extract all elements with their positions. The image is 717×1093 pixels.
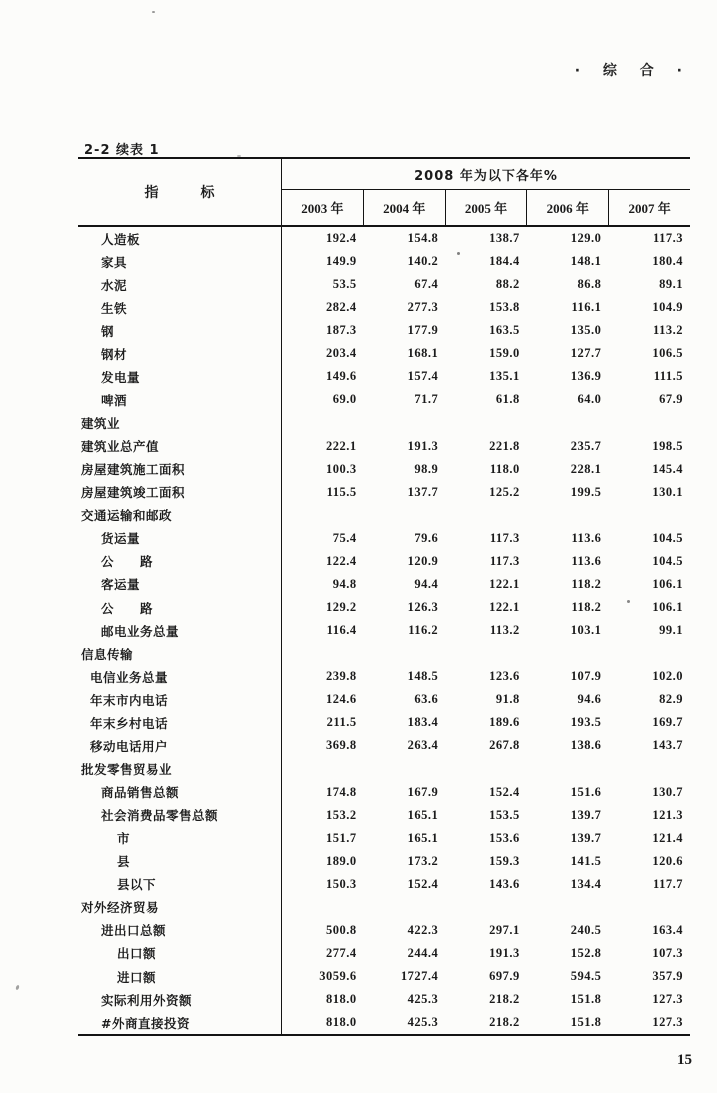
- value-cell: [364, 757, 446, 780]
- value-cell: 153.6: [489, 830, 520, 845]
- row-label: 县以下: [78, 873, 282, 896]
- row-label: 邮电业务总量: [78, 619, 282, 642]
- value-cell: 594.5: [570, 969, 602, 984]
- value-cell: 163.5: [489, 323, 520, 338]
- value-cell: 127.3: [652, 992, 683, 1007]
- row-label: 钢: [78, 319, 282, 342]
- value-cell: 191.3: [489, 945, 520, 960]
- value-cell: 152.4: [407, 876, 439, 891]
- value-cell: 818.0: [325, 1015, 357, 1030]
- value-cell: 103.1: [570, 623, 602, 638]
- row-label: 货运量: [78, 527, 282, 550]
- value-cell: 282.4: [325, 300, 357, 315]
- row-label: 信息传输: [78, 642, 282, 665]
- row-label: 公 路: [78, 596, 282, 619]
- value-cell: 184.4: [489, 254, 520, 269]
- value-cell: 111.5: [653, 369, 683, 384]
- value-cell: 127.3: [652, 1015, 683, 1030]
- year-column-header: 2007 年: [608, 190, 690, 225]
- value-cell: 187.3: [325, 323, 357, 338]
- value-cell: 118.2: [571, 576, 602, 591]
- row-label: 啤酒: [78, 388, 282, 411]
- row-label: 房屋建筑施工面积: [78, 458, 282, 481]
- value-cell: 218.2: [489, 992, 520, 1007]
- table-row: [78, 734, 690, 757]
- value-cell: 98.9: [414, 461, 439, 476]
- table-row: [78, 804, 690, 827]
- value-cell: 113.6: [571, 530, 602, 545]
- value-cell: 357.9: [652, 969, 683, 984]
- value-cell: 117.3: [489, 530, 520, 545]
- value-cell: 120.6: [652, 853, 683, 868]
- value-cell: 277.4: [325, 945, 357, 960]
- value-cell: 61.8: [495, 392, 520, 407]
- row-label: 家具: [78, 250, 282, 273]
- year-column-header: 2004 年: [363, 190, 445, 225]
- value-cell: 151.8: [570, 992, 602, 1007]
- data-columns-header: [282, 159, 690, 225]
- value-cell: 117.3: [489, 553, 520, 568]
- value-cell: 121.4: [652, 830, 683, 845]
- row-label: 人造板: [78, 227, 282, 250]
- value-cell: 169.7: [652, 715, 683, 730]
- value-cell: 53.5: [332, 277, 357, 292]
- row-label: 钢材: [78, 342, 282, 365]
- table-row: [78, 250, 690, 273]
- table-row: [78, 550, 690, 573]
- value-cell: 67.4: [414, 277, 439, 292]
- row-label: 客运量: [78, 573, 282, 596]
- table-row: [78, 458, 690, 481]
- row-label: 建筑业总产值: [78, 435, 282, 458]
- value-cell: 1727.4: [400, 969, 439, 984]
- value-cell: [445, 504, 527, 527]
- table-row: [78, 296, 690, 319]
- value-cell: 425.3: [407, 992, 439, 1007]
- value-cell: [445, 896, 527, 919]
- value-cell: 94.4: [414, 576, 439, 591]
- row-label: 移动电话用户: [78, 734, 282, 757]
- value-cell: 106.1: [652, 600, 683, 615]
- value-cell: 130.7: [652, 784, 683, 799]
- value-cell: 86.8: [577, 277, 602, 292]
- value-cell: 116.2: [408, 623, 439, 638]
- value-cell: [527, 757, 609, 780]
- table-row: [78, 688, 690, 711]
- value-cell: 189.0: [325, 853, 357, 868]
- table-header: [78, 159, 690, 227]
- value-cell: 116.1: [571, 300, 602, 315]
- table-row: [78, 365, 690, 388]
- table-row: [78, 319, 690, 342]
- table-caption: 2-2 续表 1: [84, 143, 160, 158]
- value-cell: [282, 504, 364, 527]
- value-cell: 136.9: [570, 369, 602, 384]
- value-cell: 152.8: [570, 945, 602, 960]
- value-cell: 244.4: [407, 945, 439, 960]
- value-cell: [445, 412, 527, 435]
- value-cell: 167.9: [407, 784, 439, 799]
- value-cell: 102.0: [652, 669, 683, 684]
- value-cell: 69.0: [332, 392, 357, 407]
- value-cell: 151.8: [570, 1015, 602, 1030]
- table-row: [78, 781, 690, 804]
- value-cell: 104.5: [652, 553, 683, 568]
- value-cell: 79.6: [414, 530, 439, 545]
- table-row: [78, 665, 690, 688]
- value-cell: 104.5: [652, 530, 683, 545]
- value-cell: 113.2: [489, 623, 520, 638]
- table-body: [78, 227, 690, 1034]
- row-label: 进出口总额: [78, 919, 282, 942]
- value-cell: 818.0: [325, 992, 357, 1007]
- row-label: 交通运输和邮政: [78, 504, 282, 527]
- value-cell: 153.2: [325, 807, 357, 822]
- value-cell: 239.8: [325, 669, 357, 684]
- value-cell: 135.0: [570, 323, 602, 338]
- row-label: 县: [78, 850, 282, 873]
- scan-speck: [15, 985, 20, 991]
- row-label: 出口额: [78, 942, 282, 965]
- value-cell: 122.1: [489, 600, 520, 615]
- row-label: 房屋建筑竣工面积: [78, 481, 282, 504]
- value-cell: [527, 642, 609, 665]
- value-cell: 113.2: [653, 323, 683, 338]
- value-cell: 152.4: [489, 784, 520, 799]
- table-row: [78, 596, 690, 619]
- row-label: 市: [78, 827, 282, 850]
- table-row: [78, 827, 690, 850]
- value-cell: [282, 412, 364, 435]
- value-cell: 425.3: [407, 1015, 439, 1030]
- value-cell: 174.8: [325, 784, 357, 799]
- row-label: 社会消费品零售总额: [78, 804, 282, 827]
- value-cell: 228.1: [570, 461, 602, 476]
- value-cell: [445, 757, 527, 780]
- row-label: 进口额: [78, 965, 282, 988]
- value-cell: 173.2: [407, 853, 439, 868]
- value-cell: 150.3: [325, 876, 357, 891]
- value-cell: 117.3: [653, 231, 683, 246]
- value-cell: 191.3: [407, 438, 439, 453]
- value-cell: 89.1: [659, 277, 683, 292]
- value-cell: 199.5: [570, 484, 602, 499]
- table-row: [78, 988, 690, 1011]
- table-row: [78, 273, 690, 296]
- row-label: 批发零售贸易业: [78, 757, 282, 780]
- value-cell: 138.7: [489, 231, 520, 246]
- value-cell: 88.2: [495, 277, 520, 292]
- value-cell: 151.6: [570, 784, 602, 799]
- value-cell: [527, 412, 609, 435]
- row-label: 发电量: [78, 365, 282, 388]
- value-cell: 422.3: [407, 922, 439, 937]
- value-cell: 138.6: [570, 738, 602, 753]
- value-cell: 107.3: [652, 945, 683, 960]
- table-row: [78, 711, 690, 734]
- row-label: 电信业务总量: [78, 665, 282, 688]
- year-column-header: 2006 年: [526, 190, 608, 225]
- row-label: 水泥: [78, 273, 282, 296]
- table-row: [78, 919, 690, 942]
- value-cell: 183.4: [407, 715, 439, 730]
- value-cell: 222.1: [325, 438, 357, 453]
- value-cell: 143.7: [652, 738, 683, 753]
- value-cell: 122.1: [489, 576, 520, 591]
- value-cell: 120.9: [407, 553, 439, 568]
- value-cell: 149.6: [325, 369, 357, 384]
- value-cell: 129.2: [325, 600, 357, 615]
- table-row: [78, 342, 690, 365]
- value-cell: 63.6: [414, 692, 439, 707]
- scan-speck: [627, 600, 630, 603]
- row-label: 公 路: [78, 550, 282, 573]
- value-cell: 369.8: [325, 738, 357, 753]
- indicator-column-header: 指 标: [78, 159, 282, 225]
- value-cell: 134.4: [570, 876, 602, 891]
- value-cell: 159.0: [489, 346, 520, 361]
- value-cell: [364, 504, 446, 527]
- scan-speck: [457, 252, 460, 255]
- value-cell: 113.6: [571, 553, 602, 568]
- value-cell: 203.4: [325, 346, 357, 361]
- table-row: [78, 227, 690, 250]
- value-cell: 71.7: [414, 392, 439, 407]
- value-cell: 91.8: [495, 692, 520, 707]
- value-cell: 177.9: [407, 323, 439, 338]
- value-cell: [608, 642, 690, 665]
- row-label: #外商直接投资: [78, 1011, 282, 1034]
- table-row: [78, 1011, 690, 1034]
- value-cell: 180.4: [652, 254, 683, 269]
- value-cell: [364, 896, 446, 919]
- value-cell: [364, 412, 446, 435]
- value-cell: 127.7: [570, 346, 602, 361]
- value-cell: 153.5: [489, 807, 520, 822]
- value-cell: [608, 896, 690, 919]
- value-cell: 163.4: [652, 922, 683, 937]
- value-cell: 151.7: [325, 830, 357, 845]
- table-row: [78, 573, 690, 596]
- value-cell: 104.9: [652, 300, 683, 315]
- row-label: 年末市内电话: [78, 688, 282, 711]
- table-row: [78, 619, 690, 642]
- value-cell: 121.3: [652, 807, 683, 822]
- row-label: 建筑业: [78, 412, 282, 435]
- value-cell: 267.8: [489, 738, 520, 753]
- value-cell: 125.2: [489, 484, 520, 499]
- table-row: [78, 942, 690, 965]
- value-cell: 145.4: [652, 461, 683, 476]
- table-row: [78, 642, 690, 665]
- value-cell: [364, 642, 446, 665]
- value-cell: 135.1: [489, 369, 520, 384]
- value-cell: 143.6: [489, 876, 520, 891]
- statistics-table: [78, 157, 690, 1036]
- value-cell: 192.4: [325, 231, 357, 246]
- value-cell: 126.3: [407, 600, 439, 615]
- value-cell: 165.1: [407, 830, 439, 845]
- value-cell: [282, 642, 364, 665]
- value-cell: 157.4: [407, 369, 439, 384]
- value-cell: 118.0: [489, 461, 520, 476]
- value-cell: 100.3: [325, 461, 357, 476]
- value-cell: 240.5: [570, 922, 602, 937]
- value-cell: 140.2: [407, 254, 439, 269]
- value-cell: 82.9: [659, 692, 683, 707]
- value-cell: 130.1: [652, 484, 683, 499]
- value-cell: 106.5: [652, 346, 683, 361]
- section-header: · 综 合 ·: [574, 63, 691, 79]
- value-cell: [608, 504, 690, 527]
- year-column-header: 2005 年: [445, 190, 527, 225]
- year-column-header: 2003 年: [301, 201, 344, 216]
- row-label: 商品销售总额: [78, 781, 282, 804]
- value-cell: 139.7: [570, 807, 602, 822]
- value-cell: 277.3: [407, 300, 439, 315]
- value-cell: 148.1: [570, 254, 602, 269]
- value-cell: [282, 896, 364, 919]
- value-cell: 124.6: [325, 692, 357, 707]
- row-label: 对外经济贸易: [78, 896, 282, 919]
- value-cell: [282, 757, 364, 780]
- span-header: 2008 年为以下各年%: [282, 159, 690, 190]
- scan-speck: [152, 11, 155, 13]
- value-cell: 211.5: [326, 715, 357, 730]
- value-cell: 129.0: [570, 231, 602, 246]
- value-cell: 118.2: [571, 600, 602, 615]
- table-row: [78, 896, 690, 919]
- value-cell: [527, 504, 609, 527]
- value-cell: 149.9: [325, 254, 357, 269]
- value-cell: 75.4: [332, 530, 357, 545]
- value-cell: 159.3: [489, 853, 520, 868]
- value-cell: 221.8: [489, 438, 520, 453]
- value-cell: 67.9: [659, 392, 683, 407]
- value-cell: 500.8: [325, 922, 357, 937]
- table-row: [78, 757, 690, 780]
- value-cell: 189.6: [489, 715, 520, 730]
- value-cell: 107.9: [570, 669, 602, 684]
- value-cell: 697.9: [489, 969, 520, 984]
- table-row: [78, 435, 690, 458]
- value-cell: 153.8: [489, 300, 520, 315]
- table-row: [78, 965, 690, 988]
- value-cell: 137.7: [407, 484, 439, 499]
- value-cell: 139.7: [570, 830, 602, 845]
- table-row: [78, 412, 690, 435]
- value-cell: 168.1: [407, 346, 439, 361]
- value-cell: 198.5: [652, 438, 683, 453]
- value-cell: 148.5: [407, 669, 439, 684]
- value-cell: [445, 642, 527, 665]
- row-label: 生铁: [78, 296, 282, 319]
- year-headers-row: [282, 190, 690, 225]
- value-cell: 94.6: [577, 692, 602, 707]
- table-row: [78, 504, 690, 527]
- scan-speck: [237, 155, 241, 157]
- value-cell: 99.1: [659, 623, 683, 638]
- page-number: 15: [677, 1052, 692, 1068]
- value-cell: 123.6: [489, 669, 520, 684]
- value-cell: 106.1: [652, 576, 683, 591]
- value-cell: 297.1: [489, 922, 520, 937]
- value-cell: 235.7: [570, 438, 602, 453]
- value-cell: 141.5: [570, 853, 602, 868]
- value-cell: 115.5: [326, 484, 357, 499]
- value-cell: 3059.6: [319, 969, 357, 984]
- table-row: [78, 873, 690, 896]
- value-cell: 193.5: [570, 715, 602, 730]
- value-cell: 218.2: [489, 1015, 520, 1030]
- table-row: [78, 481, 690, 504]
- row-label: 年末乡村电话: [78, 711, 282, 734]
- table-row: [78, 527, 690, 550]
- value-cell: 64.0: [577, 392, 602, 407]
- value-cell: [608, 412, 690, 435]
- value-cell: 165.1: [407, 807, 439, 822]
- value-cell: 263.4: [407, 738, 439, 753]
- table-row: [78, 388, 690, 411]
- value-cell: 94.8: [332, 576, 357, 591]
- table-row: [78, 850, 690, 873]
- value-cell: 154.8: [407, 231, 439, 246]
- row-label: 实际利用外资额: [78, 988, 282, 1011]
- value-cell: 117.7: [653, 876, 683, 891]
- value-cell: 116.4: [326, 623, 357, 638]
- value-cell: 122.4: [325, 553, 357, 568]
- value-cell: [608, 757, 690, 780]
- value-cell: [527, 896, 609, 919]
